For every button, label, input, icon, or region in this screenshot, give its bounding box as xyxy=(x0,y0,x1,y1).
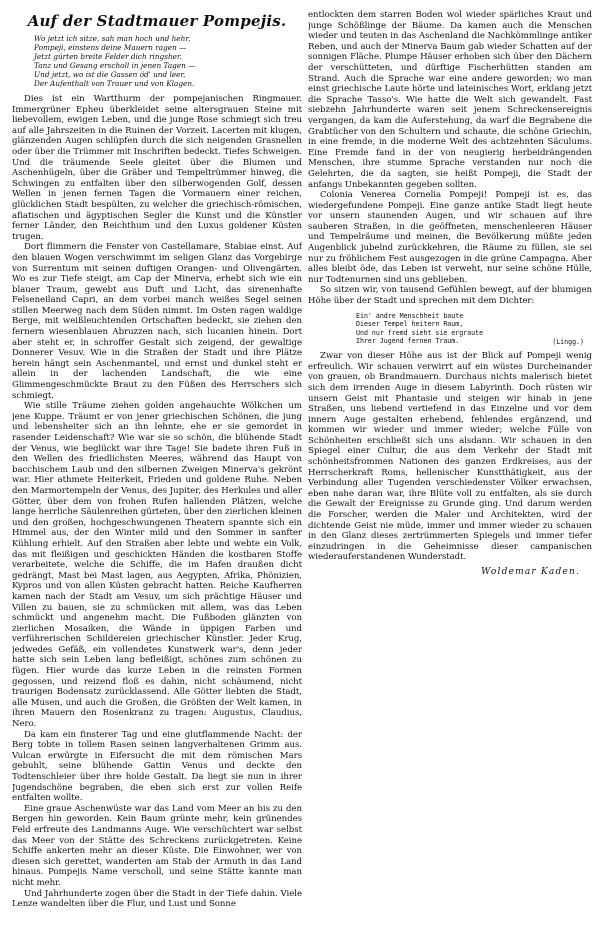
epigraph xyxy=(12,34,302,88)
author-signature: Woldemar Kaden. xyxy=(481,567,580,577)
body-paragraph: Dort flimmern die Fenster von Castellamare, Stabiae einst. Auf den blauen Wogen verschwimmt im seligen Glanz das Vorgebirge von Surrentum mit seinen duftigen Orangen- und Olivengärten. Wo es zur Tiefe steigt, am Cap der Minerva, erhebt sich wie ein blauer Traum, gewebt aus Duft und Licht, das sirenenhafte Felseneiland Capri, an dem vorbei manch weißes Segel seinen stillen Meerweg nach dem Süden nimmt. Im Osten ragen waldige Berge, mit weißleuchtenden Ortschaften bedeckt, sie ziehen den fernern wiesenblauen Abruzzen nach, sich lucanien hinein. Dort aber steht er, in schroffer Gestalt sich zeigend, der gewaltige Donnerer Vesuv. Wie in die Straßen der Stadt und ihre Plätze herein hängt sein Aschenmantel, und ernst und dunkel steht er allein in der lachenden Landschaft, die wie eine Glimmengeschmückte Braut zu den Füßen des Herrschers sich schmiegt. xyxy=(12,242,302,401)
quote-line: Und nur fremd sieht sie ergraute xyxy=(356,328,484,337)
left-column xyxy=(12,10,302,925)
epigraph-line: Tanz und Gesang erscholl in jenen Tagen — xyxy=(34,61,196,70)
quote-attribution: (Lingg.) xyxy=(552,337,584,346)
epigraph-line: Der Aufenthalt von Trauer und von Klagen. xyxy=(34,79,195,88)
epigraph-line: Jetzt gürten breite Felder dich ringsher. xyxy=(34,52,182,61)
body-paragraph: Zwar von dieser Höhe aus ist der Blick auf Pompeji wenig erfreulich. Wir schauen verwirrt auf ein wüstes Durcheinander von grauen, ob Brandmauern. Durchaus nichts malerisch bietet sich dem irrenden Auge in diesem Labyrinth. Doch rüsten wir unsern Geist mit Phantasie und steigen wir hinab in jene Straßen, uns liebend vertiefend in das Einzelne und vor dem innern Auge gestalten erhebend, fehlendes ergänzend, und kommen wir wieder und immer wieder; welche Fülle von Schönheiten erschließt sich uns alsdann. Wir schauen in den Spiegel einer Cultur, die aus dem Verkehr der Stadt mit schönheitsfrommen Nationen des ganzen Erdkreises, aus der Herrscherkraft Roms, hellenischer Kunstthätigkeit, aus der Verbindung aller Tugenden verschiedenster Völker erwachsen, eben nahe daran war, ihre Blüte voll zu entfalten, als sie durch die Gewalt der Ereignisse zu Grunde ging. Und darum werden die Forscher, werden die Maler und Architekten, wird der dichtende Geist nie müde, immer und immer wieder zu schauen in den Glanz dieses zertrümmerten Spiegels und immer tiefer einzudringen in die Geheimnisse dieser campanischen wiederauferstandenen Wunderstadt. xyxy=(308,351,592,563)
poem-quote xyxy=(356,312,592,347)
body-paragraph: So sitzen wir, von tausend Gefühlen bewegt, auf der blumigen Höhe über der Stadt und sprechen mit dem Dichter: xyxy=(308,285,592,307)
body-paragraph: Dies ist ein Wartthurm der pompejanischen Ringmauer. Immergrüner Epheu überkleidet seine altersgrauen Steine mit liebevollem, ewigen Leben, und die junge Rose schmiegt sich treu auf alle Jahrszeiten in die Ruinen der Vorzeit. Lacerten mit klugen, glänzenden Augen schlüpfen durch die sich neigenden Grasnellen oder über die Trümmer mit Inschriften bedeckt. Tiefes Schweigen. Und die träumende Seele gleitet über die Blumen und Aschenhügeln, über die Gräber und Tempeltrümmer hinweg, die Schwingen zu entfalten über den silberwogenden Golf, dessen Wellen in jenen fernen Tagen die Vormauern einer reichen, glücklichen Stadt bespülten, zu welcher die griechisch-römischen, afiatischen und ägyptischen Segler die Kunst und die Künstler ferner Länder, den Reichthum und den Luxus goldener Küsten trugen. xyxy=(12,94,302,242)
body-paragraph: Da kam ein finsterer Tag und eine glutflammende Nacht: der Berg tobte in tollem Rasen seinen langverhaltenen Grimm aus. Vulcan erwürgte in Eifersucht die mit dem römischen Mars gebuhlt, seine blühende Gattin Venus und deckte den Todtenschleier über ihre holde Gestalt. Da liegt sie nun in ihrer Jugendschöne begraben, die eben sich erst zur vollen Reife entfalten wollte. xyxy=(12,729,302,804)
body-paragraph: Wie stille Träume ziehen golden angehauchte Wölkchen um jene Kuppe. Träumt er von jener griechischen Schönen, die jung und lebensheiter sich an ihn lehnte, ehe er sie gemordet in rasender Leidenschaft? Wie war sie so schön, die blühende Stadt der Venus, wie beglückt war ihre Tage! Sie badete ihren Fuß in den Wellen des friedlichsten Meeres, während das Haupt von bacchischem Laub und den silbernen Zweigen Minerva's gekrönt war. Hier athmete Heiterkeit, Frieden und goldene Ruhe. Neben den Marmortempeln der Venus, des Jupiter, des Herkules und aller Götter, über dem von frohen Rufen hallenden Plätzen, welche lange herrliche Säulenreihen gürteten, über den zierlichen kleinen und den großen, hochgeschwungenen Theatern spannte sich ein Himmel aus, der den Winter mild und den Sommer in sanfter Kühlung erhielt. Auf den Straßen aber lebte und webte ein Volk, das mit fleißigen und geschickten Händen die kostbaren Stoffe verarbeitete, welche die Schiffe, die im Hafen draußen dicht gedrängt, Mast bei Mast lagen, aus Aegypten, Afrika, Phönizien, Kypros und von allen Küsten gebracht hatten. Reiche Kaufherren kamen nach der Stadt am Vesuv, um sich prächtige Häuser und Villen zu bauen, sie zu schmücken mit allem, was das Leben schmückt und angenehm macht. Die Fußboden glänzten von zierlichen Mosaiken, die Wände in üppigen Farben und verführerischen Schildereien griechischer Künstler. Jeder Krug, jedwedes Gefäß, ein vollendetes Kunstwerk war's, denn jeder hatte sich sein Leben lang befleißigt, schönes zum schönen zu fügen. Hier wurde das kurze Leben in die reinsten Formen gegossen, und reizend floß es dahin, nicht schäumend, nicht traurigen Bodensatz zurücklassend. Alle Götter liebten die Stadt, alle Musen, und auch die Großen, die Größten der Welt kamen, in ihren Mauern den Rosenkranz zu tragen: Augustus, Claudius, Nero. xyxy=(12,401,302,730)
body-paragraph: Und Jahrhunderte zogen über die Stadt in der Tiefe dahin. Viele Lenze wandelten über die Flur, und Lust und Sonne xyxy=(12,888,302,910)
quote-line: Ihrer Jugend fernen Traum. xyxy=(356,337,460,346)
article-title: Auf der Stadtmauer Pompejis. xyxy=(27,12,287,30)
epigraph-line: Und jetzt, wo ist die Gassen öd' und leer, xyxy=(34,70,186,79)
right-column xyxy=(308,10,592,925)
epigraph-line: Wo jetzt ich sitze, sah man hoch und hehr, xyxy=(34,34,191,43)
epigraph-line: Pompeji, einstens deine Mauern ragen — xyxy=(34,43,187,52)
body-paragraph: entlockten dem starren Boden wol wieder spärliches Kraut und junge Schößlinge der Bäume. Da kamen auch die Menschen wieder und teuten in das Aschenland die Nachkömmlinge antiker Reben, und auch der Minerva Baum gab wieder Schatten auf der sonnigen Fläche. Plumpe Häuser erhoben sich über den Dächern der verschütteten, und dürftige Fischerhütten standen am Strand. Auch die Sprache war eine andere geworden; wo man einst griechische Laute hörte und lateinisches Wort, erklang jetzt die Sprache Tasso's. Wie hatte die Welt sich gewandelt. Fast siebzehn Jahrhunderte waren seit jenem Schreckensereignis vergangen, da kam die Auferstehung, da warf die Begrabene die Grabtücher von den Schultern und schaute, die schöne Griechin, in eine fremde, in die moderne Welt des achtzehnten Säculums. Eine Fremde fand in der von neugierig herbeidrängenden Menschen, ihre stumme Sprache verstanden nur noch die Gelehrten, die da sagten, sie heißt Pompeji, die Stadt der anfangs Unbekannten gegeben sollten. xyxy=(308,10,592,190)
body-paragraph: Colonia Venerea Cornelia Pompeji! Pompeji ist es, das wiedergefundene Pompeji. Eine ganze antike Stadt liegt heute vor unsern staunenden Augen, und wir schauen auf ihre sauberen Straßen, in die geöffneten, menschenleeren Häuser und Tempelräume und meinen, die Bevölkerung müßte jeden Augenblick jubelnd zurückkehren, die Räume zu füllen, sie sei nur zu fröhlichem Fest ausgezogen in die grüne Campagna. Aber alles bleibt öde, das Leben ist verweht, nur seine schöne Hülle, nur Todtenurnen sind uns geblieben. xyxy=(308,190,592,285)
body-paragraph: Eine graue Aschenwüste war das Land vom Meer an bis zu den Bergen hin geworden. Kein Baum grünte mehr, kein grünendes Feld erfreute des Landmanns Auge. Wie verschüchtert war selbst das Meer von der Stätte des Schreckens zurückgetreten. Keine Schiffe ankerten mehr an dieser Küste. Die Einwohner, wer von diesen sich gerettet, wanderten am Stab der Armuth in das Land hinaus. Pompejis Name verscholl, und seine Stätte kannte man nicht mehr. xyxy=(12,803,302,888)
quote-line: Dieser Tempel heitern Raum, xyxy=(356,320,464,329)
quote-line: Ein' andre Menschheit baute xyxy=(356,311,464,320)
